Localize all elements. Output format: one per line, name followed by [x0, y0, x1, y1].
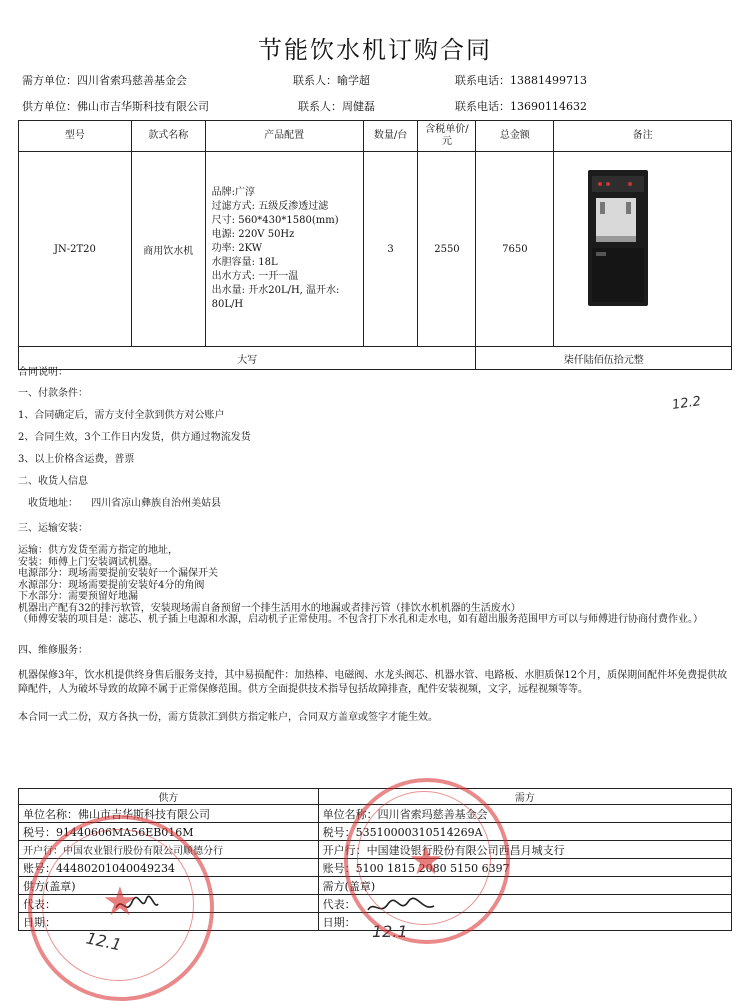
buyer-phone [455, 72, 587, 88]
buyer-account-cell: 账号：5100 1815 2080 5150 6397 [318, 859, 731, 877]
receiver-address-label: 收货地址： [28, 498, 78, 509]
sign-row [19, 841, 732, 859]
receiver-title: 二、收货人信息 [18, 476, 88, 487]
cell-total: 7650 [476, 152, 554, 347]
receiver-address [18, 497, 733, 510]
receiver-address-value: 四川省凉山彝族自治州美姑县 [91, 498, 222, 509]
payment-title: 一、付款条件： [18, 388, 88, 399]
supplier-signature [112, 890, 162, 920]
transport-line: 运输：供方发货至需方指定的地址， [18, 545, 178, 556]
spec-line: 出水量: 开水20L/H, 温开水: 80L/H [211, 285, 340, 310]
header-model: 型号 [19, 121, 132, 152]
buyer-contact-name: 喻学超 [337, 74, 370, 87]
spec-line: 过滤方式: 五级反渗透过滤 [211, 201, 329, 212]
transport-line: 水源部分：现场需要提前安装好4分的角阀 [18, 579, 205, 591]
contract-title: 节能饮水机订购合同 [258, 36, 492, 64]
spec-line: 出水方式: 一开一温 [211, 271, 299, 282]
sign-row [19, 859, 732, 877]
supplier-bank-cell: 开户行：中国农业银行股份有限公司顺德分行 [19, 841, 319, 859]
buyer-date-cell: 日期： [318, 913, 731, 931]
signature-header [19, 789, 732, 805]
supplier-phone-label: 联系电话： [455, 100, 510, 113]
transport-lines [18, 545, 733, 626]
buyer-seal-cell: 需方(盖章) [318, 877, 731, 895]
buyer-tax-cell: 税号：53510000310514269A [318, 823, 731, 841]
header-config: 产品配置 [205, 121, 363, 152]
header-qty: 数量/台 [363, 121, 418, 152]
cell-unit-price: 2550 [418, 152, 476, 347]
supplier-account-cell: 账号：44480201040049234 [19, 859, 319, 877]
water-dispenser-image [586, 168, 650, 308]
service-title: 四、维修服务： [18, 644, 88, 656]
transport-line: 安装：师傅上门安装调试机器。 [18, 556, 158, 568]
transport-line: 下水部分：需要预留好地漏 [18, 591, 138, 602]
header-unit-price: 含税单价/元 [418, 121, 476, 152]
terms-section [18, 366, 733, 724]
buyer-phone-label: 联系电话： [455, 74, 510, 87]
daxie-value: 柒仟陆佰伍拾元整 [476, 347, 732, 370]
supplier-tax-cell: 税号：91440606MA56EB016M [19, 823, 319, 841]
supplier-rep-cell: 代表： [19, 895, 319, 913]
product-table-header [19, 121, 732, 152]
service-text: 机器保修3年，饮水机提供终身售后服务支持，其中易损配件：加热棒、电磁阀、水龙头阀芯、机器水管、电路板、水胆质保12个月，质保期间配件坏免费提供故障配件，人为破坏导致的故障不属于正常保修范围。供方全面提供技术指导包括故障排查，配件安装视频，文字，远程视频等等。 [18, 669, 728, 695]
supplier-unit [22, 98, 209, 114]
payment-item: 1、合同确定后，需方支付全款到供方对公账户 [18, 410, 225, 421]
cell-model: JN-2T20 [19, 152, 132, 347]
supplier-contact-label: 联系人： [298, 100, 342, 113]
supplier-phone-value: 13690114632 [510, 100, 587, 113]
buyer-unit-label: 需方单位： [22, 74, 77, 87]
cell-specs [205, 152, 363, 347]
payment-item: 2、合同生效，3个工作日内发货，供方通过物流发货 [18, 432, 251, 443]
header-remark: 备注 [554, 121, 732, 152]
spec-line: 功率: 2KW [211, 243, 262, 254]
buyer-header: 需方 [318, 789, 731, 805]
buyer-unit [22, 72, 187, 88]
cell-style: 商用饮水机 [131, 152, 205, 347]
margin-handwritten-note: 12.2 [671, 394, 702, 413]
supplier-unit-label: 供方单位： [22, 100, 77, 113]
buyer-contact [293, 72, 370, 88]
spec-line: 电源: 220V 50Hz [211, 229, 295, 240]
supplier-phone [455, 98, 587, 114]
sign-row [19, 823, 732, 841]
cell-qty: 3 [363, 152, 418, 347]
supplier-date-cell: 日期： [19, 913, 319, 931]
transport-line: （师傅安装的项目是：滤芯、机子插上电源和水源，启动机子正常使用。不包含打下水孔和走水电，如有超出服务范围甲方可以与师傅进行协商付费作业。） [18, 614, 703, 625]
transport-line: 电源部分：现场需要提前安装好一个漏保开关 [18, 568, 218, 579]
supplier-handwritten-date: 12.1 [84, 928, 124, 955]
buyer-rep-cell: 代表： [318, 895, 731, 913]
spec-line: 品牌:广淳 [211, 187, 256, 198]
transport-line: 机器出产配有32的排污软管，安装现场需自备预留一个排生活用水的地漏或者排污管（排饮水机机器的生活废水） [18, 602, 521, 614]
supplier-seal-cell: 供方(盖章) [19, 877, 319, 895]
buyer-bank-cell: 开户行：中国建设银行股份有限公司西昌月城支行 [318, 841, 731, 859]
payment-item: 3、以上价格含运费，普票 [18, 454, 135, 465]
buyer-phone-value: 13881499713 [510, 74, 587, 87]
buyer-signature [364, 894, 438, 920]
spec-line: 水胆容量: 18L [211, 257, 278, 268]
supplier-unit-cell: 单位名称：佛山市吉华斯科技有限公司 [19, 805, 319, 823]
sign-row [19, 805, 732, 823]
supplier-contact [298, 98, 375, 114]
buyer-unit-name: 四川省索玛慈善基金会 [77, 74, 187, 87]
supplier-unit-name: 佛山市吉华斯科技有限公司 [77, 100, 209, 113]
header-total: 总金额 [476, 121, 554, 152]
spec-line: 尺寸: 560*430*1580(mm) [211, 215, 339, 226]
buyer-unit-cell: 单位名称：四川省索玛慈善基金会 [318, 805, 731, 823]
transport-title: 三、运输安装： [18, 523, 88, 534]
terms-intro: 合同说明： [18, 367, 68, 378]
supplier-header: 供方 [19, 789, 319, 805]
header-style: 款式名称 [131, 121, 205, 152]
daxie-label: 大写 [19, 347, 476, 370]
buyer-contact-label: 联系人： [293, 74, 337, 87]
star-icon: ★ [102, 879, 138, 925]
closing-text: 本合同一式二份，双方各执一份，需方货款汇到供方指定帐户，合同双方盖章或签字才能生效。 [18, 711, 438, 723]
star-icon: ★ [408, 838, 444, 884]
buyer-handwritten-date: 12.1 [372, 922, 408, 941]
supplier-contact-name: 周健磊 [342, 100, 375, 113]
